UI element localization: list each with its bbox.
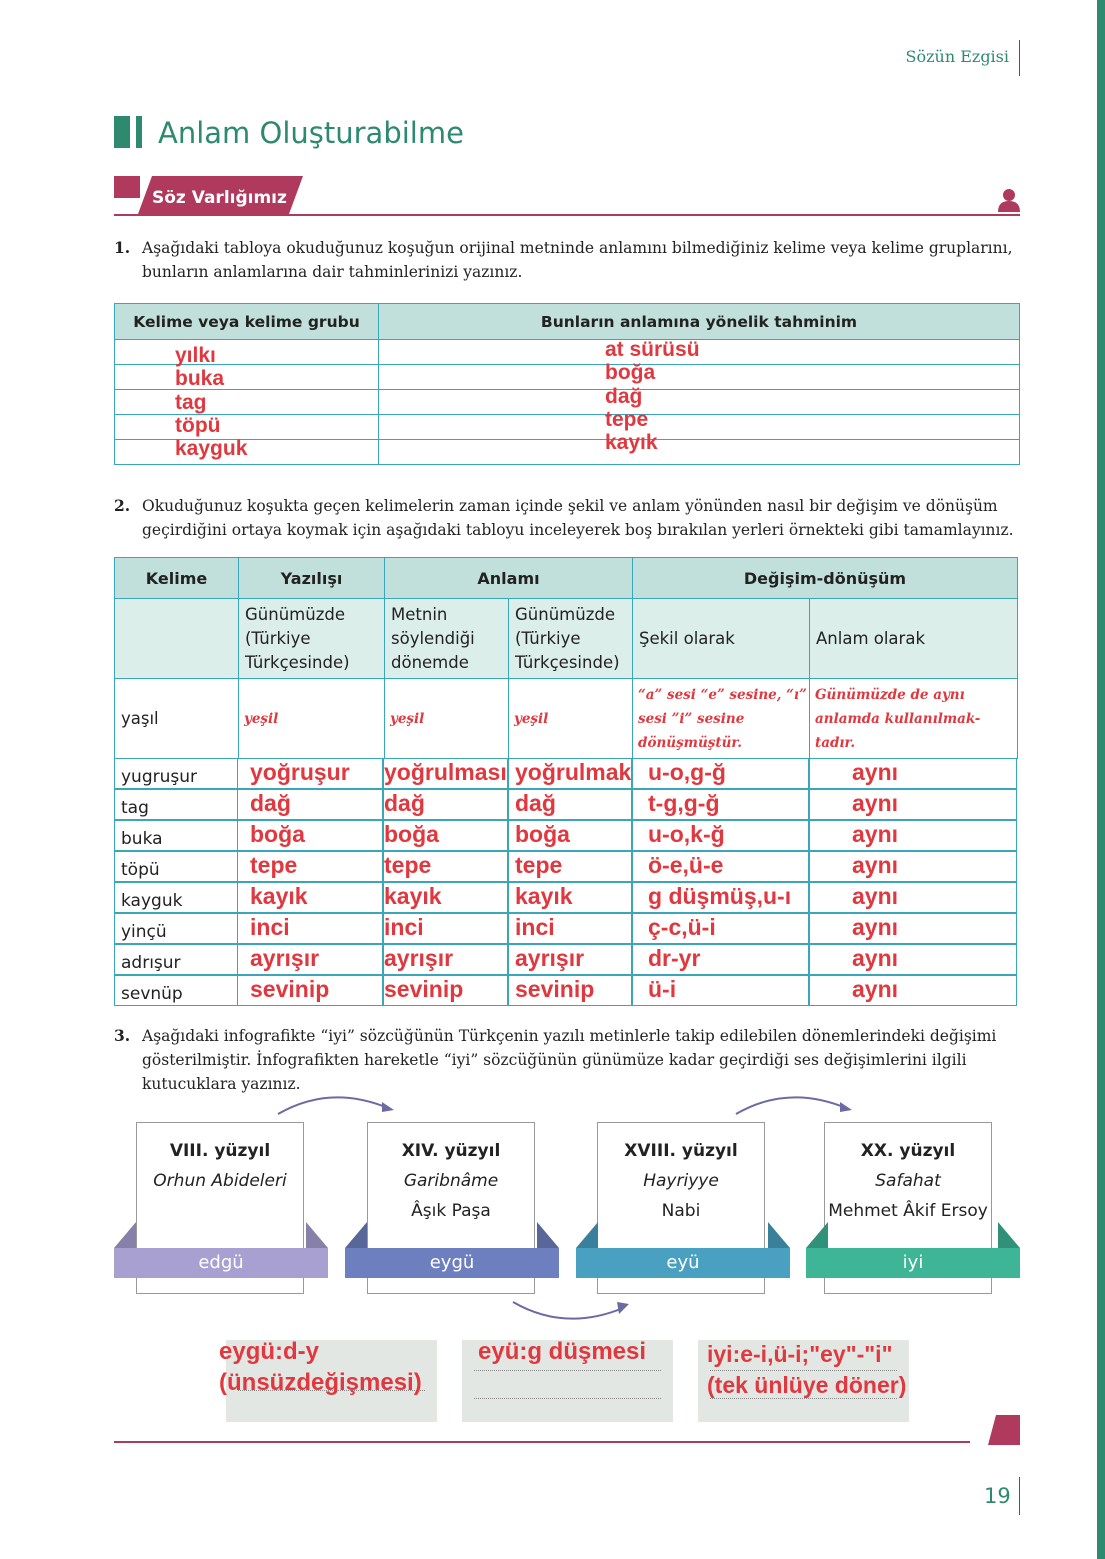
table-row xyxy=(115,365,1020,390)
answer-cell[interactable]: g düşmüş,u-ı xyxy=(648,883,792,909)
answer-cell[interactable]: aynı xyxy=(852,852,899,878)
page-number: 19 xyxy=(984,1484,1011,1508)
table-row xyxy=(115,415,1020,440)
example-answer: yeşil xyxy=(390,710,425,727)
answer-cell[interactable]: u-o,k-ğ xyxy=(648,821,725,847)
table-row xyxy=(115,340,1020,365)
answer-cell[interactable]: ç-c,ü-i xyxy=(648,914,716,940)
answer-cell[interactable]: aynı xyxy=(852,821,899,847)
answer-cell[interactable]: kayık xyxy=(515,883,573,909)
table-row xyxy=(114,975,1018,1006)
page-title: Anlam Oluşturabilme xyxy=(158,116,464,150)
table-row xyxy=(115,440,1020,465)
table-row xyxy=(114,913,1018,944)
section-tag-label: Söz Varlığımız xyxy=(152,188,287,208)
arrow-icon xyxy=(270,1090,400,1120)
word-ribbon: iyi xyxy=(806,1248,1020,1278)
ribbon-fold xyxy=(114,1222,136,1248)
table-header: Kelime veya kelime grubu xyxy=(115,304,379,340)
answer-cell[interactable]: kayık xyxy=(384,883,442,909)
word-cell: buka xyxy=(121,829,163,849)
period-century: XX. yüzyıl xyxy=(860,1141,956,1161)
table-header: Bunların anlamına yönelik tahminim xyxy=(379,304,1020,340)
ribbon-fold xyxy=(768,1222,790,1248)
answer-cell[interactable]: aynı xyxy=(852,790,899,816)
answer-cell[interactable]: dr-yr xyxy=(648,945,701,971)
answer-cell[interactable]: dağ xyxy=(250,790,291,816)
ribbon-fold xyxy=(806,1222,828,1248)
answer-cell[interactable]: u-o,g-ğ xyxy=(648,759,726,785)
guess-answer[interactable]: tepe xyxy=(605,408,649,431)
answer-cell[interactable]: aynı xyxy=(852,914,899,940)
guess-answer[interactable]: boğa xyxy=(605,361,656,384)
word-cell: sevnüp xyxy=(121,984,183,1004)
word-cell: tag xyxy=(121,798,149,818)
answer-cell[interactable]: sevinip xyxy=(250,976,330,1002)
answer-cell[interactable]: boğa xyxy=(384,821,439,847)
table-row xyxy=(114,882,1018,913)
table-subheader: Günümüzde (Türkiye Türkçesinde) xyxy=(239,599,385,679)
question-text: Aşağıdaki tabloya okuduğunuz koşuğun orijinal metninde anlamını bilmediğiniz kelime veya kelime gruplarını, bunların anlamlarına dair tahminlerinizi yazınız. xyxy=(142,239,1013,281)
answer-cell[interactable]: tepe xyxy=(250,852,298,878)
answer-cell[interactable]: yoğruşur xyxy=(250,759,350,785)
ribbon-fold xyxy=(345,1222,367,1248)
vocabulary-table xyxy=(114,303,1020,465)
period-work: Hayriyye xyxy=(643,1171,719,1191)
example-answer: yeşil xyxy=(244,710,279,727)
period-work: Orhun Abideleri xyxy=(153,1171,287,1191)
question-2 xyxy=(114,494,1020,542)
answer-cell[interactable]: inci xyxy=(250,914,290,940)
section-tag-marker xyxy=(114,176,140,198)
answer-cell[interactable]: inci xyxy=(515,914,555,940)
word-cell: adrışur xyxy=(121,953,181,973)
table-header: Kelime xyxy=(115,558,239,599)
answer-cell[interactable]: boğa xyxy=(250,821,305,847)
page-number-divider xyxy=(1019,1477,1020,1515)
section-rule xyxy=(114,214,1020,216)
question-number: 1. xyxy=(114,238,131,257)
arrow-icon xyxy=(728,1090,858,1120)
answer-cell[interactable]: ayrışır xyxy=(384,945,454,971)
table-subheader: Günümüzde (Türkiye Türkçesinde) xyxy=(509,599,633,679)
question-text: Okuduğunuz koşukta geçen kelimelerin zaman içinde şekil ve anlam yönünden nasıl bir değişim ve dönüşüm geçirdiğini ortaya koymak için aşağıdaki tabloyu inceleyerek boş bırakılan yerleri örnekteki gibi tamamlayınız. xyxy=(142,497,1014,539)
table-row xyxy=(114,944,1018,975)
answer-cell[interactable]: ö-e,ü-e xyxy=(648,852,724,878)
ribbon-fold xyxy=(998,1222,1020,1248)
table-row xyxy=(114,758,1018,789)
answer-cell[interactable]: yoğrulması xyxy=(384,759,507,785)
table-row xyxy=(114,820,1018,851)
period-work: Garibnâme xyxy=(403,1171,499,1191)
word-answer[interactable]: tag xyxy=(175,391,207,414)
question-3 xyxy=(114,1024,1020,1096)
answer-cell[interactable]: sevinip xyxy=(384,976,464,1002)
answer-cell[interactable]: aynı xyxy=(852,759,899,785)
table-row xyxy=(114,789,1018,820)
example-row xyxy=(115,679,1018,759)
answer-cell[interactable]: ü-i xyxy=(648,976,677,1002)
table-subheader: Şekil olarak xyxy=(633,599,810,679)
period-author: Âşık Paşa xyxy=(411,1201,491,1221)
table-subheader: Anlam olarak xyxy=(810,599,1018,679)
table-header: Yazılışı xyxy=(239,558,385,599)
answer-cell[interactable]: dağ xyxy=(515,790,556,816)
word-answer[interactable]: buka xyxy=(175,367,225,390)
word-answer[interactable]: töpü xyxy=(175,414,221,437)
word-cell: töpü xyxy=(121,860,160,880)
answer-cell[interactable]: dağ xyxy=(384,790,425,816)
period-century: XIV. yüzyıl xyxy=(401,1141,501,1161)
answer-cell[interactable]: aynı xyxy=(852,883,899,909)
example-answer: yeşil xyxy=(514,710,549,727)
table-row xyxy=(114,851,1018,882)
person-icon xyxy=(998,188,1020,212)
answer-text: iyi:e-i,ü-i;"ey"-"i" (tek ünlüye döner) xyxy=(707,1341,907,1398)
answer-cell[interactable]: aynı xyxy=(852,976,899,1002)
word-answer[interactable]: kayguk xyxy=(175,437,248,460)
word-cell: kayguk xyxy=(121,891,183,911)
question-text: Aşağıdaki infografikte “iyi” sözcüğünün Türkçenin yazılı metinlerle takip edilebilen dönemlerindeki değişimi gösterilmiştir. İnfografikten hareketle “iyi” sözcüğünün günümüze kadar geçirdiği ses değişimlerini ilgili kutucuklara yazınız. xyxy=(142,1027,997,1093)
word-ribbon: edgü xyxy=(114,1248,328,1278)
answer-text: eygü:d-y (ünsüzdeğişmesi) xyxy=(219,1338,422,1396)
ribbon-fold xyxy=(537,1222,559,1248)
header-divider xyxy=(1019,40,1020,76)
word-cell: yinçü xyxy=(121,922,167,942)
running-header: Sözün Ezgisi xyxy=(905,47,1009,66)
guess-answer[interactable]: dağ xyxy=(605,385,643,408)
question-number: 2. xyxy=(114,496,131,515)
answer-cell[interactable]: ayrışır xyxy=(515,945,585,971)
arrow-icon xyxy=(505,1296,635,1326)
period-century: VIII. yüzyıl xyxy=(169,1141,271,1161)
answer-cell[interactable]: yoğrulmak xyxy=(515,759,632,785)
word-answer[interactable]: yılkı xyxy=(175,344,216,367)
word-cell: yaşıl xyxy=(115,679,239,759)
answer-cell[interactable]: inci xyxy=(384,914,424,940)
word-ribbon: eyü xyxy=(576,1248,790,1278)
answer-cell[interactable]: boğa xyxy=(515,821,570,847)
guess-answer[interactable]: at sürüsü xyxy=(605,338,700,361)
period-century: XVIII. yüzyıl xyxy=(624,1141,738,1161)
word-change-table xyxy=(114,557,1018,759)
period-author: Mehmet Âkif Ersoy xyxy=(828,1201,988,1221)
example-answer: Günümüzde de aynı anlamda kullanılmak-tadır. xyxy=(815,687,981,751)
table-header: Anlamı xyxy=(385,558,633,599)
period-work: Safahat xyxy=(875,1171,941,1191)
ribbon-fold xyxy=(576,1222,598,1248)
answer-cell[interactable]: kayık xyxy=(250,883,308,909)
example-answer: “a” sesi “e” sesine, “ı” sesi ”i” sesine dönüşmüştür. xyxy=(638,687,807,751)
answer-text: eyü:g düşmesi xyxy=(478,1338,647,1365)
footer-rule xyxy=(114,1441,970,1443)
ribbon-fold xyxy=(306,1222,328,1248)
table-header: Değişim-dönüşüm xyxy=(633,558,1018,599)
answer-cell[interactable]: sevinip xyxy=(515,976,595,1002)
period-author: Nabi xyxy=(661,1201,701,1221)
table-subheader: Metnin söylendiği dönemde xyxy=(385,599,509,679)
word-ribbon: eygü xyxy=(345,1248,559,1278)
guess-answer[interactable]: kayık xyxy=(605,431,658,454)
question-number: 3. xyxy=(114,1026,131,1045)
page-edge-bar xyxy=(1097,0,1105,1559)
answer-cell[interactable]: aynı xyxy=(852,945,899,971)
answer-cell[interactable]: t-g,g-ğ xyxy=(648,790,720,816)
word-cell: yugruşur xyxy=(121,767,198,787)
answer-cell[interactable]: ayrışır xyxy=(250,945,320,971)
answer-cell[interactable]: tepe xyxy=(515,852,563,878)
footer-tag xyxy=(988,1415,1020,1445)
answer-cell[interactable]: tepe xyxy=(384,852,432,878)
question-1 xyxy=(114,236,1020,284)
table-row xyxy=(115,390,1020,415)
